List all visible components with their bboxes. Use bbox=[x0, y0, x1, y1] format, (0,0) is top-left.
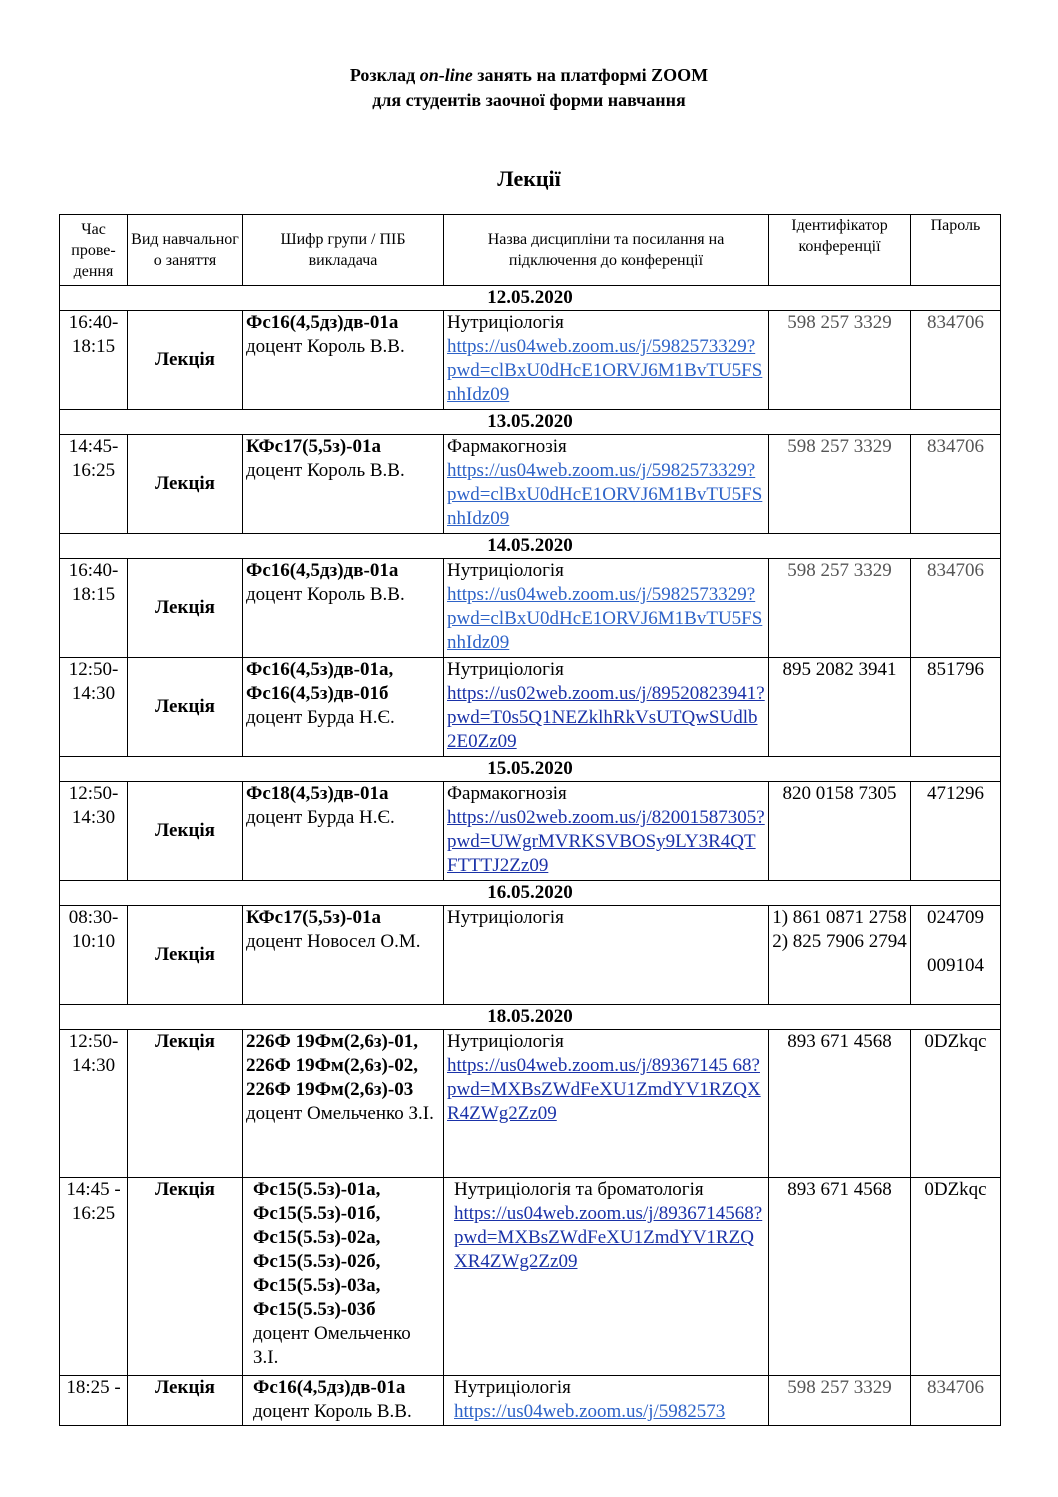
group-cell bbox=[243, 658, 444, 757]
conf-id-cell: 598 257 3329 bbox=[769, 1376, 911, 1426]
conf-id-cell: 820 0158 7305 bbox=[769, 782, 911, 881]
teacher-name: доцент Бурда Н.Є. bbox=[246, 807, 395, 828]
time-cell: 12:50-14:30 bbox=[60, 782, 128, 881]
discipline-name: Нутриціологія bbox=[447, 312, 564, 333]
col-header-group: Шифр групи / ПІБ викладача bbox=[243, 215, 444, 286]
conf-id-cell bbox=[769, 906, 911, 1005]
conf-id-cell: 598 257 3329 bbox=[769, 311, 911, 410]
password-1: 024709 bbox=[927, 907, 984, 928]
group-cell bbox=[243, 1178, 444, 1376]
document-title-line-1: Розклад on-line занять на платформі ZOOM bbox=[349, 65, 709, 85]
table-row bbox=[60, 559, 1001, 658]
section-heading: Лекції bbox=[497, 166, 561, 191]
kind-cell: Лекція bbox=[128, 1376, 243, 1426]
teacher-name: доцент Король В.В. bbox=[246, 460, 405, 481]
group-code: Фс18(4,5з)дв-01а bbox=[246, 783, 389, 804]
group-cell bbox=[243, 559, 444, 658]
password-cell: 0DZkqc bbox=[911, 1030, 1001, 1178]
kind-cell: Лекція bbox=[128, 559, 243, 658]
conf-id-cell: 598 257 3329 bbox=[769, 559, 911, 658]
teacher-name: доцент Бурда Н.Є. bbox=[246, 707, 395, 728]
password-2: 009104 bbox=[927, 955, 984, 976]
teacher-name: доцент Омельченко З.І. bbox=[246, 1103, 434, 1124]
discipline-name: Нутриціологія bbox=[447, 1031, 564, 1052]
table-row bbox=[60, 1178, 1001, 1376]
kind-cell: Лекція bbox=[128, 782, 243, 881]
password-cell: 834706 bbox=[911, 435, 1001, 534]
teacher-name: доцент Новосел О.М. bbox=[246, 931, 421, 952]
group-code: Фс16(4,5дз)дв-01а bbox=[253, 1377, 406, 1398]
table-row bbox=[60, 1030, 1001, 1178]
teacher-name: доцент Король В.В. bbox=[253, 1401, 412, 1422]
password-cell: 471296 bbox=[911, 782, 1001, 881]
time-cell: 14:45-16:25 bbox=[60, 435, 128, 534]
group-code: КФс17(5,5з)-01а bbox=[246, 907, 381, 928]
discipline-cell bbox=[444, 1030, 769, 1178]
kind-cell: Лекція bbox=[128, 435, 243, 534]
zoom-link[interactable]: https://us02web.zoom.us/j/89520823941?pwd=T0s5Q1NEZklhRkVsUTQwSUdlb2E0Zz09 bbox=[447, 683, 765, 752]
kind-cell: Лекція bbox=[128, 311, 243, 410]
time-cell: 12:50-14:30 bbox=[60, 1030, 128, 1178]
time-cell: 16:40-18:15 bbox=[60, 311, 128, 410]
table-row bbox=[60, 782, 1001, 881]
discipline-name: Нутриціологія bbox=[447, 659, 564, 680]
conf-id-cell: 895 2082 3941 bbox=[769, 658, 911, 757]
discipline-name: Нутриціологія bbox=[454, 1377, 571, 1398]
zoom-link[interactable]: https://us04web.zoom.us/j/5982573329?pwd=clBxU0dHcE1ORVJ6M1BvTU5FSnhIdz09 bbox=[447, 460, 763, 529]
password-cell: 0DZkqc bbox=[911, 1178, 1001, 1376]
col-header-discipline: Назва дисципліни та посилання на підключення до конференції bbox=[444, 215, 769, 286]
zoom-link[interactable]: https://us04web.zoom.us/j/5982573 bbox=[454, 1401, 726, 1422]
zoom-link[interactable]: https://us04web.zoom.us/j/5982573329?pwd=clBxU0dHcE1ORVJ6M1BvTU5FSnhIdz09 bbox=[447, 584, 763, 653]
group-code: Фс16(4,5дз)дв-01а bbox=[246, 312, 399, 333]
kind-cell: Лекція bbox=[128, 1030, 243, 1178]
conf-id-1: 1) 861 0871 2758 bbox=[772, 907, 907, 928]
col-header-password: Пароль bbox=[911, 215, 1001, 286]
discipline-name: Нутриціологія bbox=[447, 560, 564, 581]
date-row: 14.05.2020 bbox=[60, 534, 1001, 559]
zoom-link[interactable]: https://us04web.zoom.us/j/5982573329?pwd=clBxU0dHcE1ORVJ6M1BvTU5FSnhIdz09 bbox=[447, 336, 763, 405]
discipline-cell bbox=[444, 311, 769, 410]
date-row: 15.05.2020 bbox=[60, 757, 1001, 782]
schedule-table bbox=[59, 214, 1001, 1426]
table-row bbox=[60, 906, 1001, 1005]
group-cell bbox=[243, 906, 444, 1005]
teacher-name: доцент Омельченко З.І. bbox=[253, 1323, 411, 1368]
conf-id-cell: 893 671 4568 bbox=[769, 1178, 911, 1376]
group-code: Фс16(4,5з)дв-01а, Фс16(4,5з)дв-01б bbox=[246, 659, 394, 704]
group-code: Фс15(5.5з)-01а, Фс15(5.5з)-01б, Фс15(5.5з)-02а, Фс15(5.5з)-02б, Фс15(5.5з)-03а, Фс15(5.5з)-03б bbox=[253, 1179, 381, 1320]
group-code: 226Ф 19Фм(2,6з)-01, 226Ф 19Фм(2,6з)-02, 226Ф 19Фм(2,6з)-03 bbox=[246, 1031, 418, 1100]
time-cell: 16:40-18:15 bbox=[60, 559, 128, 658]
teacher-name: доцент Король В.В. bbox=[246, 336, 405, 357]
password-cell: 851796 bbox=[911, 658, 1001, 757]
discipline-cell bbox=[444, 435, 769, 534]
table-row bbox=[60, 435, 1001, 534]
conf-id-cell: 598 257 3329 bbox=[769, 435, 911, 534]
password-cell: 834706 bbox=[911, 559, 1001, 658]
document-title-line-2: для студентів заочної форми навчання bbox=[372, 90, 686, 110]
group-cell bbox=[243, 1030, 444, 1178]
discipline-cell bbox=[444, 658, 769, 757]
teacher-name: доцент Король В.В. bbox=[246, 584, 405, 605]
conf-id-cell: 893 671 4568 bbox=[769, 1030, 911, 1178]
group-cell bbox=[243, 1376, 444, 1426]
date-row: 13.05.2020 bbox=[60, 410, 1001, 435]
date-row: 12.05.2020 bbox=[60, 286, 1001, 311]
table-row bbox=[60, 1376, 1001, 1426]
group-code: КФс17(5,5з)-01а bbox=[246, 436, 381, 457]
zoom-link[interactable]: https://us04web.zoom.us/j/8936714568?pwd=MXBsZWdFeXU1ZmdYV1RZQXR4ZWg2Zz09 bbox=[454, 1203, 763, 1272]
time-cell: 12:50-14:30 bbox=[60, 658, 128, 757]
group-cell bbox=[243, 782, 444, 881]
group-cell bbox=[243, 311, 444, 410]
discipline-cell bbox=[444, 906, 769, 1005]
kind-cell: Лекція bbox=[128, 1178, 243, 1376]
discipline-name: Нутриціологія bbox=[447, 907, 564, 928]
discipline-name: Фармакогнозія bbox=[447, 783, 567, 804]
col-header-conf-id: Ідентифікатор конференції bbox=[769, 215, 911, 286]
discipline-cell bbox=[444, 1376, 769, 1426]
group-cell bbox=[243, 435, 444, 534]
group-code: Фс16(4,5дз)дв-01а bbox=[246, 560, 399, 581]
col-header-kind: Вид навчальног о заняття bbox=[128, 215, 243, 286]
kind-cell: Лекція bbox=[128, 906, 243, 1005]
col-header-time: Час прове-дення bbox=[60, 215, 128, 286]
password-cell: 834706 bbox=[911, 1376, 1001, 1426]
date-row: 16.05.2020 bbox=[60, 881, 1001, 906]
zoom-link[interactable]: https://us04web.zoom.us/j/89367145 68?pwd=MXBsZWdFeXU1ZmdYV1RZQXR4ZWg2Zz09 bbox=[447, 1055, 761, 1124]
time-cell: 08:30-10:10 bbox=[60, 906, 128, 1005]
discipline-name: Фармакогнозія bbox=[447, 436, 567, 457]
password-cell: 834706 bbox=[911, 311, 1001, 410]
time-cell: 18:25 - bbox=[60, 1376, 128, 1426]
discipline-name: Нутриціологія та броматологія bbox=[454, 1179, 704, 1200]
time-cell: 14:45 - 16:25 bbox=[60, 1178, 128, 1376]
discipline-cell bbox=[444, 1178, 769, 1376]
zoom-link[interactable]: https://us02web.zoom.us/j/82001587305?pwd=UWgrMVRKSVBOSy9LY3R4QTFTTTJ2Zz09 bbox=[447, 807, 765, 876]
table-row bbox=[60, 658, 1001, 757]
password-cell bbox=[911, 906, 1001, 1005]
table-header-row bbox=[60, 215, 1001, 286]
kind-cell: Лекція bbox=[128, 658, 243, 757]
discipline-cell bbox=[444, 559, 769, 658]
conf-id-2: 2) 825 7906 2794 bbox=[772, 931, 907, 952]
discipline-cell bbox=[444, 782, 769, 881]
table-row bbox=[60, 311, 1001, 410]
date-row: 18.05.2020 bbox=[60, 1005, 1001, 1030]
